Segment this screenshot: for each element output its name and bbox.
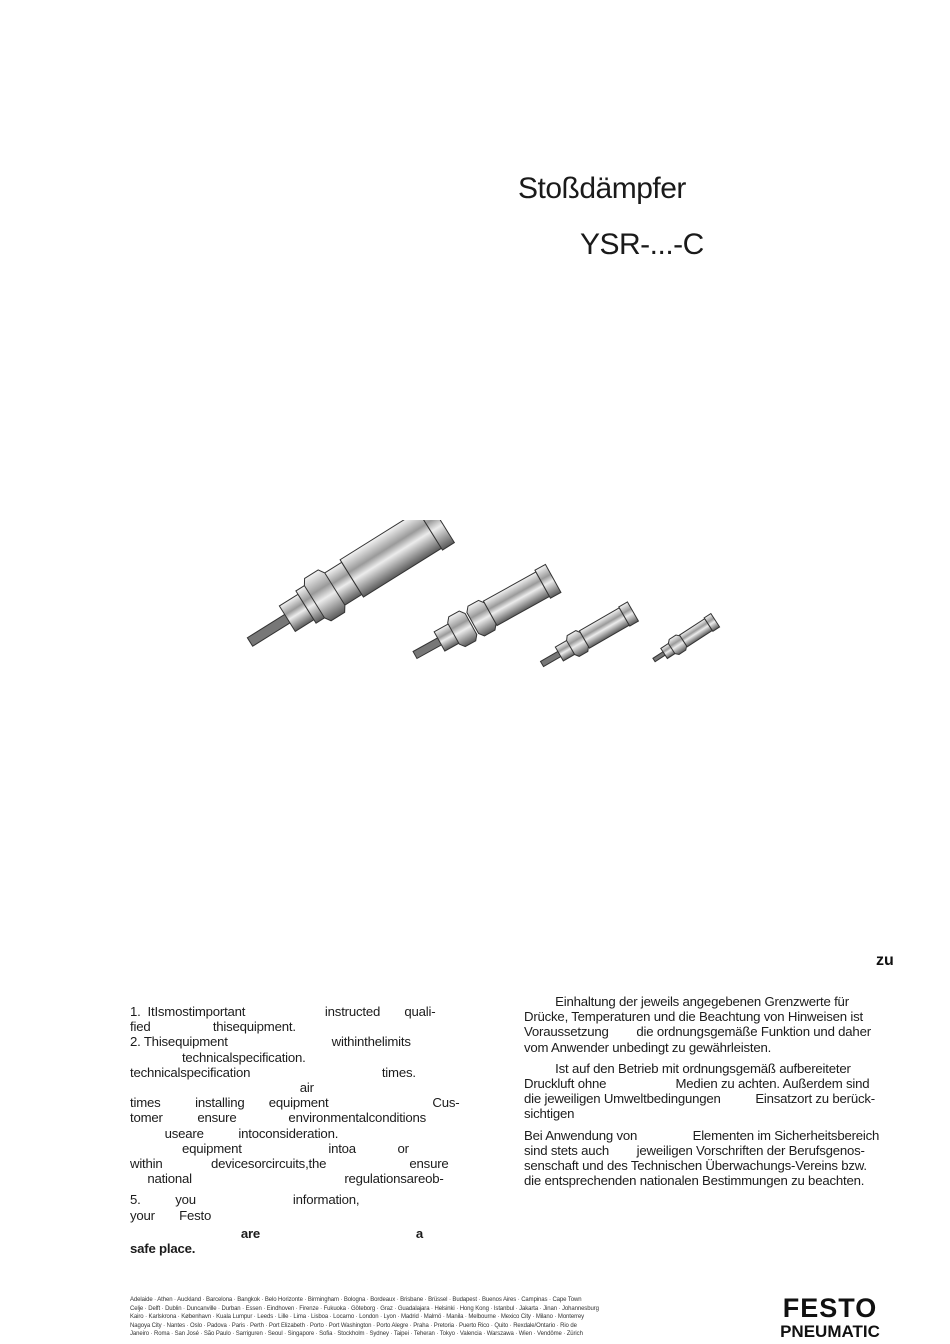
english-line: technicalspecification.: [130, 1049, 306, 1065]
german-line: Voraussetzung die ordnungsgemäße Funktion und daher: [524, 1024, 871, 1040]
english-line: your Festo: [130, 1207, 212, 1223]
english-line: tomer ensure environmentalconditions: [130, 1110, 427, 1126]
german-line: die jeweiligen Umweltbedingungen Einsatzort zu berück-: [524, 1091, 875, 1107]
german-line: vom Anwender unbedingt zu gewährleisten.: [524, 1039, 772, 1055]
shock-absorber-tiny: [649, 613, 720, 668]
english-line: 2. Thisequipment withinthelimits: [130, 1034, 411, 1050]
logo-brand: FESTO: [782, 1293, 878, 1323]
product-photo: [230, 520, 750, 710]
english-line: are a: [130, 1225, 424, 1241]
english-line: safe place.: [130, 1241, 196, 1257]
english-line: technicalspecification times.: [130, 1064, 416, 1080]
german-line: Bei Anwendung von Elementen im Sicherheitsbereich: [524, 1127, 880, 1143]
english-line: times installing equipment Cus-: [130, 1095, 460, 1111]
city-list: [130, 1296, 755, 1339]
model-number: YSR-...-C: [580, 228, 704, 261]
english-line: 5. you information,: [130, 1192, 360, 1208]
city-line: Janeiro · Roma · San José · São Paulo · Sarriguren · Seoul · Singapore · Sofia · Stockholm · Sydney · Taipei · Teheran · Tokyo · Valencia · Warszawa · Wien · Vendôme · Zürich: [130, 1331, 583, 1337]
german-line: Druckluft ohne Medien zu achten. Außerdem sind: [524, 1076, 870, 1092]
shock-absorber-large: [237, 520, 455, 663]
english-instructions: [130, 1004, 505, 1256]
german-line: Ist auf den Betrieb mit ordnungsgemäß aufbereiteter: [524, 1060, 851, 1076]
document-title: Stoßdämpfer: [518, 172, 686, 205]
city-line: Kairo · Karlskrona · København · Kuala Lumpur · Leeds · Lille · Lima · Lisboa · Locarno · London · Lyon · Madrid · Malmö · Manila · Melbourne · Mexico City · Milano · Monterrey: [130, 1314, 585, 1320]
english-line: national regulationsareob-: [130, 1171, 444, 1187]
german-line: Einhaltung der jeweils angegebenen Grenzwerte für: [524, 994, 849, 1009]
english-line: air: [130, 1080, 314, 1096]
logo-subtitle: PNEUMATIC: [780, 1322, 880, 1341]
corner-word: zu: [876, 952, 894, 969]
german-line: sind stets auch jeweiligen Vorschriften der Berufsgenos-: [524, 1142, 865, 1158]
german-instructions: [524, 994, 896, 1188]
city-line: Celje · Delft · Dublin · Duncanville · Durban · Essen · Eindhoven · Firenze · Fukuoka · Göteborg · Graz · Guadalajara · Helsinki · Hong Kong · Istanbul · Jakarta · Jinan · Johannesburg: [130, 1305, 599, 1312]
german-line: die entsprechenden nationalen Bestimmungen zu beachten.: [524, 1173, 865, 1189]
festo-logo: [762, 1294, 898, 1342]
german-line: senschaft und des Technischen Überwachungs-Vereins bzw.: [524, 1158, 867, 1174]
german-line: Drücke, Temperaturen und die Beachtung von Hinweisen ist: [524, 1009, 863, 1025]
english-line: fied thisequipment.: [130, 1019, 296, 1035]
german-line: sichtigen: [524, 1106, 575, 1122]
english-line: 1. ItIsmostimportant instructed quali-: [130, 1004, 436, 1019]
city-line: Adelaide · Athen · Auckland · Barcelona · Bangkok · Belo Horizonte · Birmingham · Bologna · Bordeaux · Brisbane · Brüssel · Budapest · Buenos Aires · Campinas · Cape Town: [130, 1297, 582, 1303]
english-line: equipment intoa or: [130, 1140, 409, 1156]
city-line: Nagoya City · Nantes · Oslo · Padova · Paris · Perth · Port Elizabeth · Porto · Port Washington · Porto Alegre · Praha · Pretoria · Puerto Rico · Quito · Rexdale/Ontario · Rio de: [130, 1322, 577, 1329]
shock-absorber-medium: [407, 564, 562, 670]
english-line: useare intoconsideration.: [130, 1125, 339, 1141]
shock-absorber-small: [536, 601, 639, 674]
english-line: within devicesorcircuits,the ensure: [130, 1156, 449, 1172]
